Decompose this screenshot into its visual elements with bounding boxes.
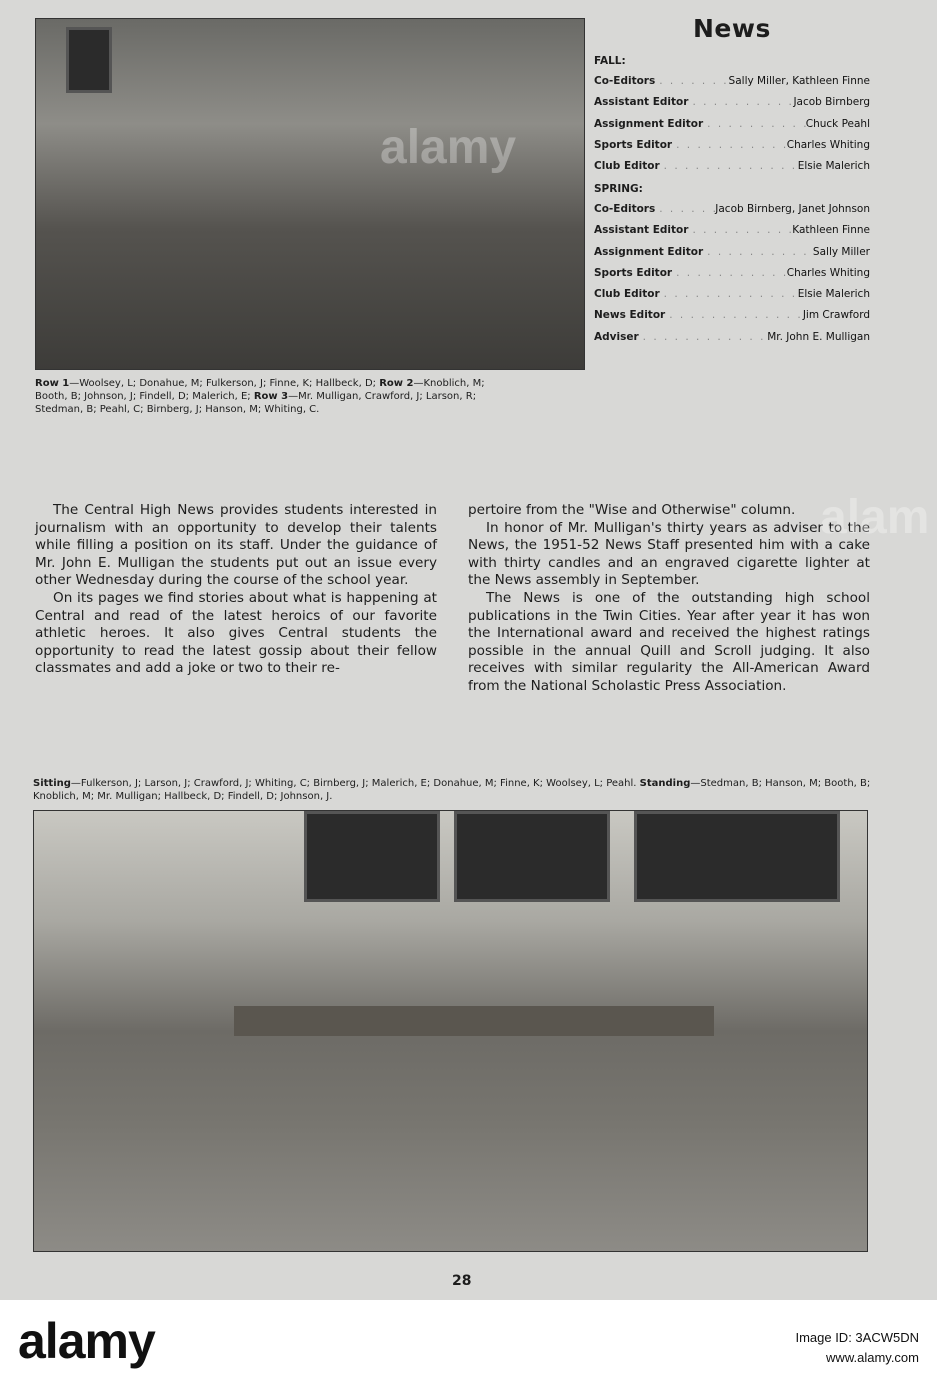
standing-label: Standing: [639, 778, 691, 789]
staff-name: Elsie Malerich: [797, 160, 870, 173]
row3-label: Row 3: [253, 391, 289, 402]
fall-label: FALL:: [594, 55, 626, 67]
photo-door: [66, 27, 112, 93]
paragraph: The News is one of the outstanding high school publications in the Twin Cities. Year after year it has won the International award and received the highest ratings possible in the annual Quill and Scroll judging. It also receives with similar regularity the All-American Award from the National Scholastic Press Association.: [468, 589, 870, 694]
watermark: alamy: [380, 121, 517, 174]
staff-role: Assistant Editor: [594, 224, 689, 237]
staff-row: [594, 71, 870, 92]
paragraph: In honor of Mr. Mulligan's thirty years as adviser to the News, the 1951-52 News Staff presented him with a cake with thirty candles and an engraved cigarette lighter at the News assembly in September.: [468, 519, 870, 589]
leader-dots: [672, 135, 787, 156]
staff-row: [594, 114, 870, 135]
staff-role: Club Editor: [594, 288, 660, 301]
staff-name: Sally Miller: [812, 245, 870, 258]
staff-row: [594, 327, 870, 348]
stock-footer: [0, 1300, 937, 1390]
staff-role: Club Editor: [594, 160, 660, 173]
leader-dots: [703, 114, 806, 135]
staff-row: [594, 92, 870, 113]
bottom-photo-caption: [33, 777, 893, 803]
staff-row: [594, 135, 870, 156]
leader-dots: [655, 71, 728, 92]
staff-name: Kathleen Finne: [792, 224, 870, 237]
staff-role: Sports Editor: [594, 266, 673, 279]
body-left-column: [35, 502, 437, 678]
staff-name: Jacob Birnberg: [793, 96, 870, 109]
staff-row: [594, 199, 870, 220]
staff-name: Elsie Malerich: [797, 288, 870, 301]
staff-name: Sally Miller, Kathleen Finne: [728, 75, 870, 87]
leader-dots: [660, 156, 798, 177]
photo-window: [454, 811, 610, 902]
alamy-logo: alamy: [18, 1313, 155, 1369]
staff-row: [594, 284, 870, 305]
body-right-column: [468, 502, 870, 696]
leader-dots: [688, 92, 793, 113]
paragraph: On its pages we find stories about what is happening at Central and read of the latest heroics of our favorite athletic heroes. It also gives Central students the opportunity to read the latest gossip about their fellow classmates and add a joke or two to their re-: [35, 589, 437, 677]
image-id-text: Image ID: 3ACW5DN: [795, 1330, 919, 1345]
staff-role: Adviser: [594, 330, 639, 343]
photo-window: [634, 811, 840, 902]
fall-staff-list: [594, 52, 870, 177]
site-url: www.alamy.com: [826, 1350, 919, 1365]
spring-staff-list: [594, 180, 870, 348]
staff-role: Assignment Editor: [594, 117, 704, 130]
staff-name: Jim Crawford: [802, 309, 870, 322]
staff-name: Jacob Birnberg, Janet Johnson: [715, 203, 870, 215]
sitting-names: —Fulkerson, J; Larson, J; Crawford, J; Whiting, C; Birnberg, J; Malerich, E; Donahue, M; Finne, K; Woolsey, L; Peahl.: [70, 778, 640, 789]
staff-name: Chuck Peahl: [805, 117, 870, 130]
staff-role: Sports Editor: [594, 138, 673, 151]
staff-role: Co-Editors: [594, 203, 656, 215]
leader-dots: [672, 263, 787, 284]
page-number: 28: [452, 1273, 472, 1289]
staff-role: News Editor: [594, 309, 666, 322]
leader-dots: [660, 284, 798, 305]
row1-label: Row 1: [35, 378, 70, 389]
row3-names: —Mr. Mulligan, Crawford, J; Larson, R; Stedman, B; Peahl, C; Birnberg, J; Hanson, M; Whiting, C.: [35, 391, 477, 415]
photo-window: [304, 811, 440, 902]
watermark: alam: [820, 491, 930, 544]
staff-row: [594, 156, 870, 177]
staff-row: [594, 220, 870, 241]
staff-name: Mr. John E. Mulligan: [767, 330, 870, 343]
staff-group-photo: [35, 18, 585, 370]
top-photo-caption: [35, 377, 505, 416]
staff-name: Charles Whiting: [786, 138, 870, 151]
photo-desk: [234, 1006, 714, 1036]
staff-role: Co-Editors: [594, 75, 656, 87]
leader-dots: [639, 327, 768, 348]
spring-label: SPRING:: [594, 183, 643, 195]
leader-dots: [688, 220, 792, 241]
row2-names: —Knoblich, M; Booth, B; Johnson, J; Findell, D; Malerich, E;: [35, 378, 485, 402]
leader-dots: [665, 305, 803, 326]
leader-dots: [655, 199, 715, 220]
staff-row: [594, 305, 870, 326]
staff-role: Assistant Editor: [594, 96, 689, 109]
row2-label: Row 2: [379, 378, 414, 389]
staff-name: Charles Whiting: [786, 266, 870, 279]
staff-role: Assignment Editor: [594, 245, 704, 258]
staff-working-photo: [33, 810, 868, 1252]
paragraph: pertoire from the "Wise and Otherwise" column.: [468, 502, 796, 518]
row1-names: —Woolsey, L; Donahue, M; Fulkerson, J; Finne, K; Hallbeck, D;: [69, 378, 380, 389]
sitting-label: Sitting: [33, 778, 71, 789]
paragraph: The Central High News provides students interested in journalism with an opportunity to develop their talents while filling a position on its staff. Under the guidance of Mr. John E. Mulligan the students put out an issue every other Wednesday during the course of the school year.: [35, 502, 437, 589]
page-title: News: [693, 14, 771, 43]
standing-names: —Stedman, B; Hanson, M; Booth, B; Knoblich, M; Mr. Mulligan; Hallbeck, D; Findell, D; Johnson, J.: [33, 778, 871, 802]
image-id: [795, 1328, 919, 1368]
staff-row: [594, 263, 870, 284]
leader-dots: [703, 242, 813, 263]
staff-row: [594, 242, 870, 263]
